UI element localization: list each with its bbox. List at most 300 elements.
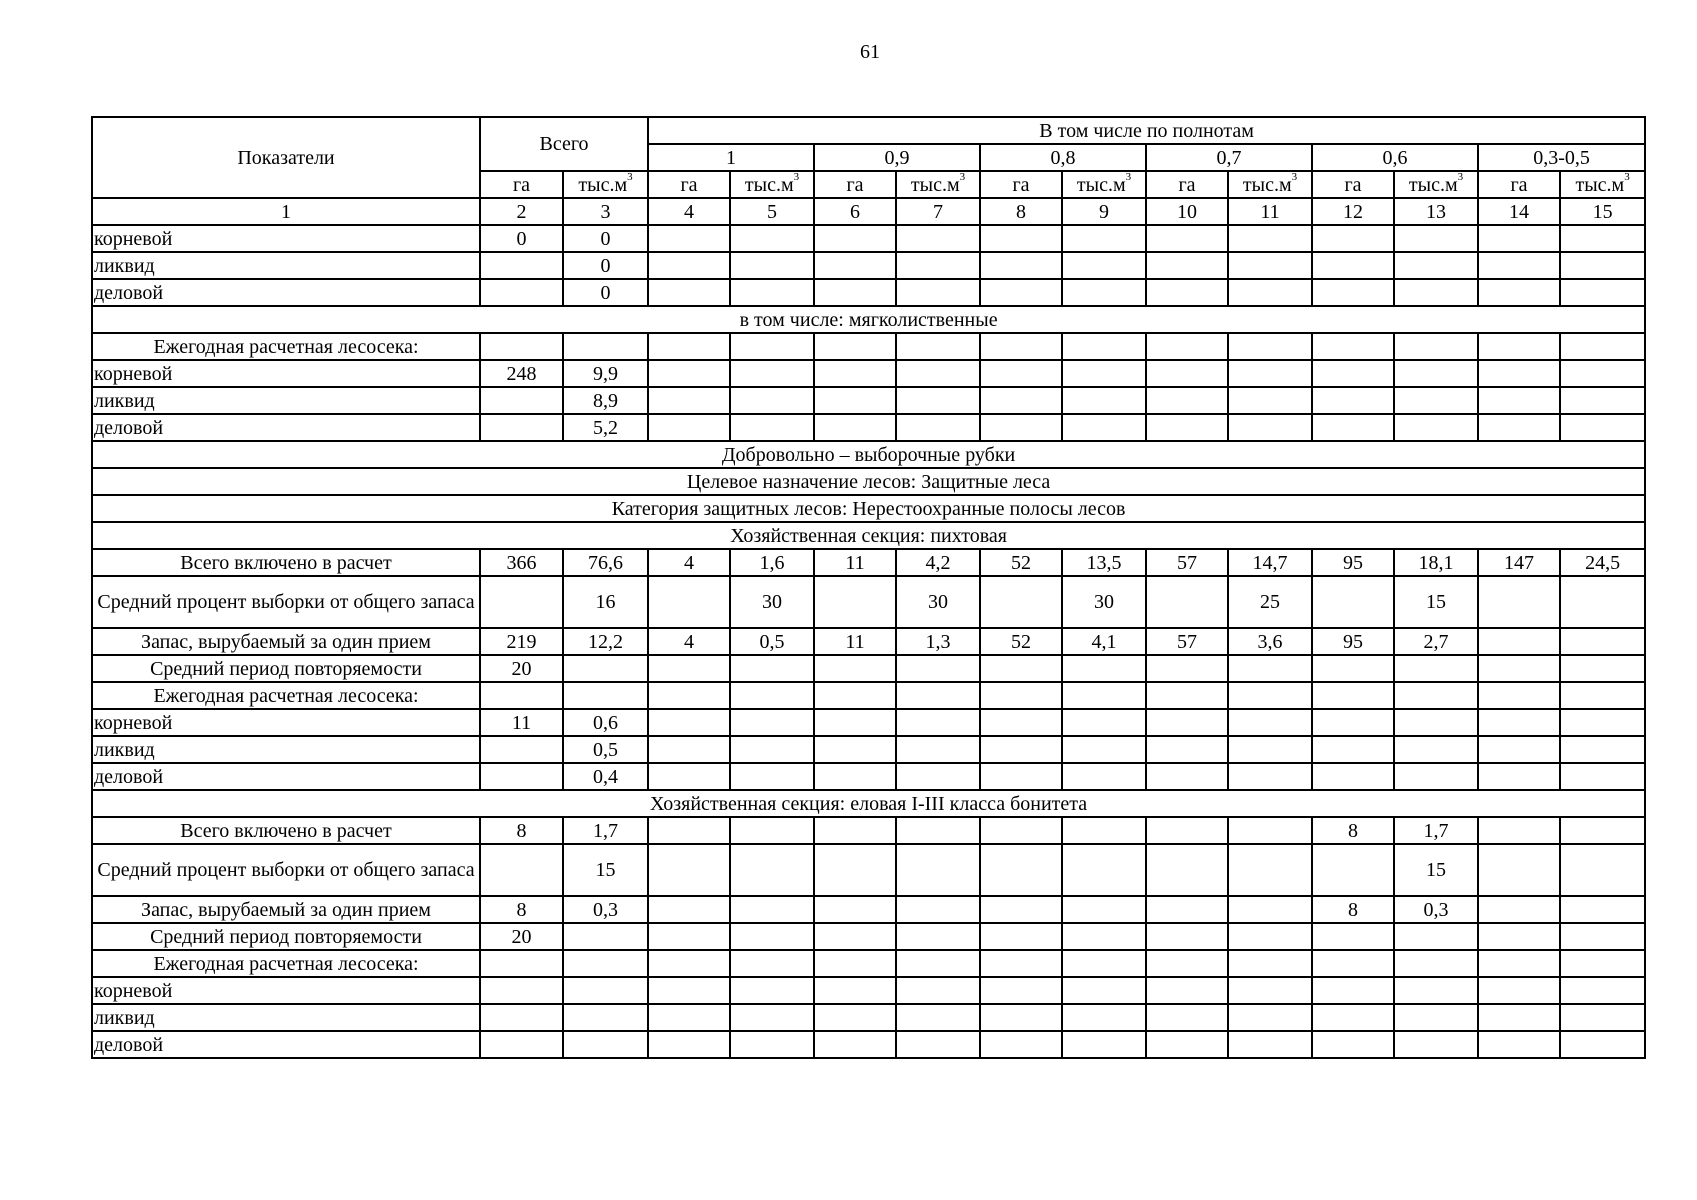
table-cell <box>480 387 563 414</box>
table-cell: 1,6 <box>730 549 814 576</box>
table-cell <box>730 360 814 387</box>
table-cell <box>1312 360 1394 387</box>
table-cell <box>1146 844 1228 896</box>
header-unit-volume-sup: 3 <box>959 171 966 183</box>
table-cell <box>1312 279 1394 306</box>
table-cell <box>980 844 1062 896</box>
table-row <box>92 1004 1645 1031</box>
table-cell <box>980 655 1062 682</box>
table-cell: 8 <box>480 896 563 923</box>
header-unit-volume-sup: 3 <box>1125 171 1132 183</box>
table-cell <box>1560 655 1645 682</box>
table-cell <box>648 387 730 414</box>
table-cell <box>814 252 896 279</box>
row-label: Ежегодная расчетная лесосека: <box>92 682 480 709</box>
table-cell: 18,1 <box>1394 549 1478 576</box>
table-cell <box>1146 817 1228 844</box>
table-cell: 30 <box>1062 576 1146 628</box>
table-cell <box>648 923 730 950</box>
row-label: деловой <box>92 1031 480 1058</box>
table-cell <box>1478 896 1560 923</box>
row-label: деловой <box>92 414 480 441</box>
table-cell <box>1312 709 1394 736</box>
header-unit-volume <box>730 171 814 198</box>
header-density-6: 0,3-0,5 <box>1478 144 1645 171</box>
table-cell <box>1228 896 1312 923</box>
column-number: 12 <box>1312 198 1394 225</box>
table-cell <box>1146 763 1228 790</box>
table-cell <box>730 682 814 709</box>
table-cell <box>730 1004 814 1031</box>
table-row <box>92 252 1645 279</box>
column-number: 8 <box>980 198 1062 225</box>
table-cell <box>814 682 896 709</box>
table-cell <box>980 977 1062 1004</box>
table-cell <box>1228 763 1312 790</box>
table-cell <box>1062 682 1146 709</box>
table-cell <box>980 576 1062 628</box>
section-header: Добровольно – выборочные рубки <box>92 441 1645 468</box>
row-label: Всего включено в расчет <box>92 817 480 844</box>
table-cell <box>980 333 1062 360</box>
table-cell <box>1062 225 1146 252</box>
table-cell <box>1312 1004 1394 1031</box>
table-row <box>92 360 1645 387</box>
section-header: в том числе: мягколиственные <box>92 306 1645 333</box>
table-cell <box>1228 844 1312 896</box>
table-cell <box>1228 279 1312 306</box>
table-cell <box>814 1031 896 1058</box>
table-cell <box>1478 628 1560 655</box>
header-unit-volume-text: тыс.м <box>910 173 960 196</box>
section-header: Категория защитных лесов: Нерестоохранные полосы лесов <box>92 495 1645 522</box>
table-cell <box>1312 1031 1394 1058</box>
table-cell <box>730 817 814 844</box>
table-cell <box>480 279 563 306</box>
table-cell: 0,4 <box>563 763 648 790</box>
table-cell <box>1394 387 1478 414</box>
table-cell <box>480 682 563 709</box>
header-unit-ha: га <box>980 171 1062 198</box>
table-cell <box>980 414 1062 441</box>
table-cell <box>814 1004 896 1031</box>
table-cell <box>1062 279 1146 306</box>
table-cell <box>1228 682 1312 709</box>
table-cell <box>1146 950 1228 977</box>
table-cell <box>1062 252 1146 279</box>
table-cell <box>814 844 896 896</box>
column-number: 11 <box>1228 198 1312 225</box>
table-cell <box>1312 977 1394 1004</box>
column-number: 3 <box>563 198 648 225</box>
row-label: Всего включено в расчет <box>92 549 480 576</box>
section-header: Целевое назначение лесов: Защитные леса <box>92 468 1645 495</box>
table-cell: 15 <box>1394 576 1478 628</box>
table-cell <box>480 950 563 977</box>
table-cell <box>1478 763 1560 790</box>
table-cell <box>1478 950 1560 977</box>
row-label: Средний период повторяемости <box>92 923 480 950</box>
table-cell <box>730 736 814 763</box>
table-cell <box>896 763 980 790</box>
table-cell <box>648 1004 730 1031</box>
table-cell <box>896 387 980 414</box>
table-cell <box>480 844 563 896</box>
table-row <box>92 414 1645 441</box>
table-cell <box>1062 736 1146 763</box>
table-cell: 15 <box>1394 844 1478 896</box>
table-cell <box>648 896 730 923</box>
table-cell <box>1062 333 1146 360</box>
table-cell <box>1560 817 1645 844</box>
table-cell: 20 <box>480 655 563 682</box>
table-cell <box>1146 896 1228 923</box>
table-cell: 1,3 <box>896 628 980 655</box>
table-cell: 11 <box>480 709 563 736</box>
table-cell <box>480 1031 563 1058</box>
header-unit-volume <box>1394 171 1478 198</box>
table-row <box>92 844 1645 896</box>
header-density-3: 0,8 <box>980 144 1146 171</box>
table-row <box>92 387 1645 414</box>
table-cell <box>1560 923 1645 950</box>
table-cell <box>730 333 814 360</box>
table-row <box>92 709 1645 736</box>
table-cell <box>648 950 730 977</box>
table-cell <box>648 977 730 1004</box>
table-cell <box>1146 1004 1228 1031</box>
table-cell <box>1560 844 1645 896</box>
table-cell <box>896 252 980 279</box>
table-cell: 0,6 <box>563 709 648 736</box>
table-cell <box>896 736 980 763</box>
table-cell <box>1062 1031 1146 1058</box>
header-unit-ha: га <box>1478 171 1560 198</box>
table-row <box>92 333 1645 360</box>
table-cell <box>1478 736 1560 763</box>
header-unit-ha: га <box>814 171 896 198</box>
header-unit-volume <box>563 171 648 198</box>
table-row <box>92 576 1645 628</box>
table-cell <box>730 225 814 252</box>
table-cell <box>1560 977 1645 1004</box>
table-cell <box>896 225 980 252</box>
table-cell <box>480 414 563 441</box>
header-unit-ha: га <box>480 171 563 198</box>
table-cell <box>896 1004 980 1031</box>
table-cell <box>730 844 814 896</box>
row-label: ликвид <box>92 736 480 763</box>
table-cell <box>1560 736 1645 763</box>
table-cell: 248 <box>480 360 563 387</box>
table-cell <box>1478 655 1560 682</box>
header-unit-volume-text: тыс.м <box>1408 173 1458 196</box>
table-cell: 15 <box>563 844 648 896</box>
table-cell: 30 <box>730 576 814 628</box>
header-unit-volume-text: тыс.м <box>1242 173 1292 196</box>
column-number: 6 <box>814 198 896 225</box>
section-header-row <box>92 495 1645 522</box>
table-cell: 3,6 <box>1228 628 1312 655</box>
table-cell <box>1146 225 1228 252</box>
table-cell: 0 <box>563 279 648 306</box>
header-unit-volume-sup: 3 <box>1624 171 1630 183</box>
table-cell <box>980 682 1062 709</box>
table-cell <box>730 1031 814 1058</box>
section-header-row <box>92 468 1645 495</box>
table-cell <box>1560 387 1645 414</box>
table-cell: 16 <box>563 576 648 628</box>
table-cell <box>1146 360 1228 387</box>
section-header: Хозяйственная секция: еловая I-III класса бонитета <box>92 790 1645 817</box>
row-label: деловой <box>92 279 480 306</box>
table-cell <box>563 977 648 1004</box>
table-row <box>92 279 1645 306</box>
table-cell <box>896 977 980 1004</box>
table-cell <box>1062 1004 1146 1031</box>
table-cell <box>980 736 1062 763</box>
table-cell <box>814 225 896 252</box>
section-header-row <box>92 522 1645 549</box>
table-cell <box>1394 252 1478 279</box>
table-cell: 14,7 <box>1228 549 1312 576</box>
table-cell <box>980 279 1062 306</box>
table-cell: 4,1 <box>1062 628 1146 655</box>
table-cell <box>814 763 896 790</box>
table-cell <box>1560 414 1645 441</box>
table-cell <box>814 576 896 628</box>
row-label: деловой <box>92 763 480 790</box>
table-cell <box>1228 252 1312 279</box>
table-cell <box>814 977 896 1004</box>
table-cell <box>980 709 1062 736</box>
cutting-area-table <box>91 116 1646 1059</box>
table-cell <box>563 333 648 360</box>
table-cell <box>980 896 1062 923</box>
table-cell <box>730 414 814 441</box>
header-indicators: Показатели <box>92 117 480 198</box>
table-cell <box>1560 896 1645 923</box>
table-cell <box>1146 655 1228 682</box>
column-number: 4 <box>648 198 730 225</box>
table-cell <box>896 682 980 709</box>
table-cell <box>648 682 730 709</box>
header-density-2: 0,9 <box>814 144 980 171</box>
table-cell <box>1394 655 1478 682</box>
table-cell <box>1394 333 1478 360</box>
table-cell: 0,5 <box>730 628 814 655</box>
table-cell: 0,5 <box>563 736 648 763</box>
table-cell <box>814 950 896 977</box>
column-number: 7 <box>896 198 980 225</box>
header-density-1: 1 <box>648 144 814 171</box>
table-cell <box>1146 414 1228 441</box>
table-cell: 5,2 <box>563 414 648 441</box>
table-cell <box>1478 360 1560 387</box>
table-cell: 24,5 <box>1560 549 1645 576</box>
table-cell <box>480 763 563 790</box>
row-label: Ежегодная расчетная лесосека: <box>92 333 480 360</box>
column-number: 15 <box>1560 198 1645 225</box>
table-cell <box>1312 950 1394 977</box>
table-cell <box>730 763 814 790</box>
table-cell <box>480 576 563 628</box>
row-label: ликвид <box>92 387 480 414</box>
table-cell: 11 <box>814 628 896 655</box>
table-cell <box>1228 950 1312 977</box>
table-cell: 9,9 <box>563 360 648 387</box>
table-cell <box>1394 414 1478 441</box>
table-cell <box>648 763 730 790</box>
header-unit-volume-text: тыс.м <box>1575 173 1625 196</box>
table-cell <box>1312 763 1394 790</box>
header-density-4: 0,7 <box>1146 144 1312 171</box>
table-cell <box>1394 360 1478 387</box>
table-cell <box>1394 1004 1478 1031</box>
table-cell <box>814 333 896 360</box>
header-unit-volume <box>1560 171 1645 198</box>
table-cell: 4,2 <box>896 549 980 576</box>
header-unit-volume-sup: 3 <box>793 171 800 183</box>
table-cell <box>1228 414 1312 441</box>
table-cell <box>1394 977 1478 1004</box>
section-header-row <box>92 790 1645 817</box>
table-cell: 2,7 <box>1394 628 1478 655</box>
header-column-numbers-row <box>92 198 1645 225</box>
table-cell: 4 <box>648 628 730 655</box>
table-cell <box>1062 817 1146 844</box>
table-cell: 95 <box>1312 628 1394 655</box>
table-cell <box>1312 333 1394 360</box>
table-cell <box>563 923 648 950</box>
table-cell <box>814 709 896 736</box>
table-cell <box>896 923 980 950</box>
table-cell: 8 <box>1312 817 1394 844</box>
column-number: 13 <box>1394 198 1478 225</box>
table-cell <box>896 360 980 387</box>
table-cell <box>814 655 896 682</box>
table-cell <box>648 844 730 896</box>
table-cell: 8 <box>480 817 563 844</box>
table-cell <box>563 1004 648 1031</box>
table-cell <box>730 896 814 923</box>
table-cell <box>1478 1004 1560 1031</box>
table-cell <box>980 252 1062 279</box>
table-cell <box>1560 1031 1645 1058</box>
table-cell <box>1560 763 1645 790</box>
table-cell: 8 <box>1312 896 1394 923</box>
table-cell <box>730 655 814 682</box>
row-label: Запас, вырубаемый за один прием <box>92 628 480 655</box>
table-cell <box>1394 1031 1478 1058</box>
table-cell <box>980 387 1062 414</box>
table-cell <box>730 977 814 1004</box>
table-cell <box>814 736 896 763</box>
table-row <box>92 1031 1645 1058</box>
column-number: 14 <box>1478 198 1560 225</box>
header-density-5: 0,6 <box>1312 144 1478 171</box>
table-cell <box>896 279 980 306</box>
table-cell <box>563 1031 648 1058</box>
page-number: 61 <box>860 41 880 63</box>
table-cell <box>1062 414 1146 441</box>
table-cell <box>1560 628 1645 655</box>
table-cell <box>1228 655 1312 682</box>
header-unit-ha: га <box>1146 171 1228 198</box>
table-row <box>92 628 1645 655</box>
table-cell <box>1312 844 1394 896</box>
table-cell <box>1062 896 1146 923</box>
table-cell <box>1478 279 1560 306</box>
header-unit-ha: га <box>648 171 730 198</box>
table-cell <box>1478 682 1560 709</box>
table-cell <box>980 923 1062 950</box>
table-cell <box>730 252 814 279</box>
table-cell <box>730 387 814 414</box>
table-cell <box>563 950 648 977</box>
row-label: Средний процент выборки от общего запаса <box>92 576 480 628</box>
table-cell <box>1146 279 1228 306</box>
table-cell <box>1478 923 1560 950</box>
table-cell <box>1478 1031 1560 1058</box>
table-cell: 20 <box>480 923 563 950</box>
table-row <box>92 655 1645 682</box>
table-cell <box>1312 923 1394 950</box>
table-cell <box>896 333 980 360</box>
table-row <box>92 896 1645 923</box>
table-cell <box>1560 360 1645 387</box>
table-cell <box>1228 1004 1312 1031</box>
table-row <box>92 950 1645 977</box>
table-cell <box>1478 977 1560 1004</box>
table-cell <box>814 817 896 844</box>
table-cell <box>1560 252 1645 279</box>
table-cell <box>1560 576 1645 628</box>
table-cell <box>1560 333 1645 360</box>
table-cell <box>1146 1031 1228 1058</box>
table-cell <box>1146 682 1228 709</box>
row-label: Запас, вырубаемый за один прием <box>92 896 480 923</box>
table-cell <box>1228 1031 1312 1058</box>
header-unit-volume-text: тыс.м <box>578 173 628 196</box>
table-cell <box>814 896 896 923</box>
section-header-row <box>92 306 1645 333</box>
table-cell <box>1394 736 1478 763</box>
header-unit-volume-text: тыс.м <box>1076 173 1126 196</box>
table-cell <box>1560 682 1645 709</box>
table-row <box>92 977 1645 1004</box>
table-cell <box>648 655 730 682</box>
table-cell <box>648 252 730 279</box>
table-cell <box>1062 844 1146 896</box>
table-cell: 0,3 <box>1394 896 1478 923</box>
table-cell <box>480 1004 563 1031</box>
table-cell <box>1478 844 1560 896</box>
table-cell <box>1062 923 1146 950</box>
table-cell <box>1478 709 1560 736</box>
table-cell <box>1146 333 1228 360</box>
table-cell: 0,3 <box>563 896 648 923</box>
table-cell <box>1394 763 1478 790</box>
table-cell <box>1062 655 1146 682</box>
table-cell <box>896 709 980 736</box>
table-cell <box>730 950 814 977</box>
header-unit-volume <box>1228 171 1312 198</box>
table-cell <box>1394 950 1478 977</box>
table-cell: 219 <box>480 628 563 655</box>
table-cell: 95 <box>1312 549 1394 576</box>
table-cell <box>980 1031 1062 1058</box>
